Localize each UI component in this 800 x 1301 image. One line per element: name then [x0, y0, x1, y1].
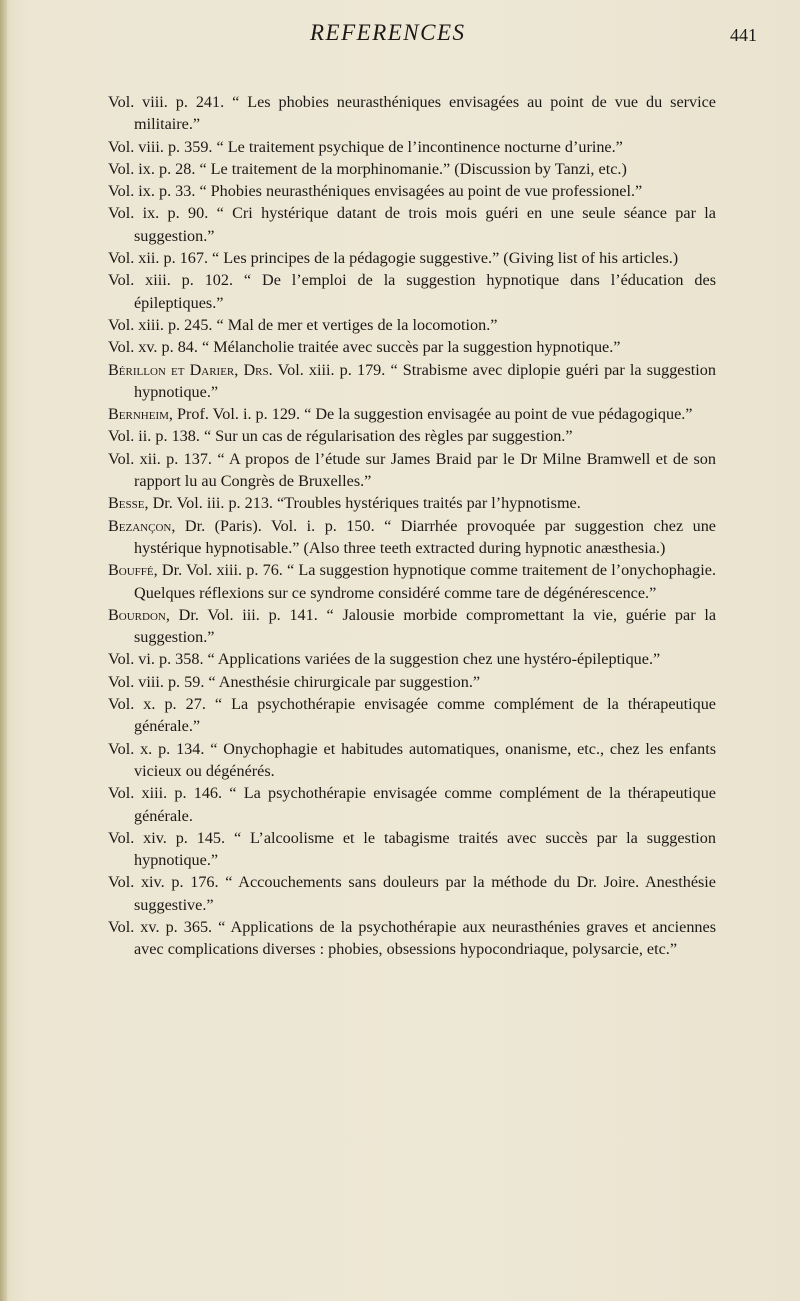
reference-author: Besse,: [108, 494, 149, 513]
reference-author: Bouffé,: [108, 561, 158, 580]
reference-entry: Vol. xv. p. 84. “ Mélancholie traitée avec succès par la suggestion hypnotique.”: [108, 338, 621, 357]
reference-list: [108, 91, 716, 961]
page-number: 441: [730, 25, 757, 45]
reference-entry: Vol. ix. p. 33. “ Phobies neurasthéniques envisagées au point de vue professionel.”: [108, 182, 643, 201]
running-head: REFERENCES: [310, 20, 466, 45]
reference-entry: Vol. xiv. p. 145. “ L’alcoolisme et le tabagisme traités avec succès par la suggestion hypnotique.”: [108, 828, 716, 870]
reference-entry: Vol. viii. p. 59. “ Anesthésie chirurgicale par suggestion.”: [108, 672, 481, 691]
reference-entry: Vol. vi. p. 358. “ Applications variées de la suggestion chez une hystéro-épileptique.”: [108, 650, 661, 669]
reference-entry: Besse, Dr. Vol. iii. p. 213. “Troubles hystériques traités par l’hypnotisme.: [108, 494, 581, 513]
reference-entry: Bezançon, Dr. (Paris). Vol. i. p. 150. “ Diarrhée provoquée par suggestion chez une hystérique hypnotisable.” (Also three teeth extracted during hypnotic anæsthesia.): [108, 516, 716, 557]
reference-entry: Vol. ix. p. 90. “ Cri hystérique datant de trois mois guéri en une seule séance par la suggestion.”: [108, 204, 716, 245]
reference-entry: Bernheim, Prof. Vol. i. p. 129. “ De la suggestion envisagée au point de vue pédagogique.”: [108, 405, 693, 424]
reference-entry: Vol. xiv. p. 176. “ Accouchements sans douleurs par la méthode du Dr. Joire. Anesthésie suggestive.”: [108, 873, 716, 914]
reference-entry: Vol. xv. p. 365. “ Applications de la psychothérapie aux neurasthénies graves et anciennes avec complications diverses : phobies, obsessions hypocondriaque, polysarcie, etc.”: [108, 917, 716, 959]
reference-author: Bérillon et Darier, Drs.: [108, 360, 273, 379]
reference-entry: Vol. xiii. p. 146. “ La psychothérapie envisagée comme complément de la thérapeutique générale.: [108, 784, 716, 825]
page-header: [0, 20, 800, 60]
reference-entry: Vol. xiii. p. 245. “ Mal de mer et vertiges de la locomotion.”: [108, 315, 498, 334]
reference-author: Bezançon,: [108, 516, 176, 535]
reference-author: Bourdon,: [108, 605, 170, 624]
page-binding-edge: [0, 0, 7, 1301]
reference-entry: Vol. ix. p. 28. “ Le traitement de la morphinomanie.” (Discussion by Tanzi, etc.): [108, 159, 627, 178]
reference-entry: Bouffé, Dr. Vol. xiii. p. 76. “ La suggestion hypnotique comme traitement de l’onychophagie. Quelques réflexions sur ce syndrome considéré comme tare de dégénérescence.”: [108, 561, 716, 602]
reference-entry: Bourdon, Dr. Vol. iii. p. 141. “ Jalousie morbide compromettant la vie, guérie par la suggestion.”: [108, 605, 716, 647]
reference-entry: Vol. x. p. 134. “ Onychophagie et habitudes automatiques, onanisme, etc., chez les enfants vicieux ou dégénérés.: [108, 739, 716, 780]
reference-entry: Vol. xii. p. 167. “ Les principes de la pédagogie suggestive.” (Giving list of his articles.): [108, 249, 679, 268]
reference-entry: Vol. ii. p. 138. “ Sur un cas de régularisation des règles par suggestion.”: [108, 427, 573, 446]
reference-entry: Vol. x. p. 27. “ La psychothérapie envisagée comme complément de la thérapeutique générale.”: [108, 695, 716, 736]
reference-author: Bernheim,: [108, 405, 173, 424]
reference-entry: Bérillon et Darier, Drs. Vol. xiii. p. 179. “ Strabisme avec diplopie guéri par la suggestion hypnotique.”: [108, 360, 716, 401]
reference-entry: Vol. xii. p. 137. “ A propos de l’étude sur James Braid par le Dr Milne Bramwell et de son rapport lu au Congrès de Bruxelles.”: [108, 449, 716, 491]
reference-entry: Vol. xiii. p. 102. “ De l’emploi de la suggestion hypnotique dans l’éducation des épileptiques.”: [108, 271, 716, 312]
reference-entry: Vol. viii. p. 359. “ Le traitement psychique de l’incontinence nocturne d’urine.”: [108, 137, 623, 156]
reference-entry: Vol. viii. p. 241. “ Les phobies neurasthéniques envisagées au point de vue du service militaire.”: [108, 93, 716, 134]
